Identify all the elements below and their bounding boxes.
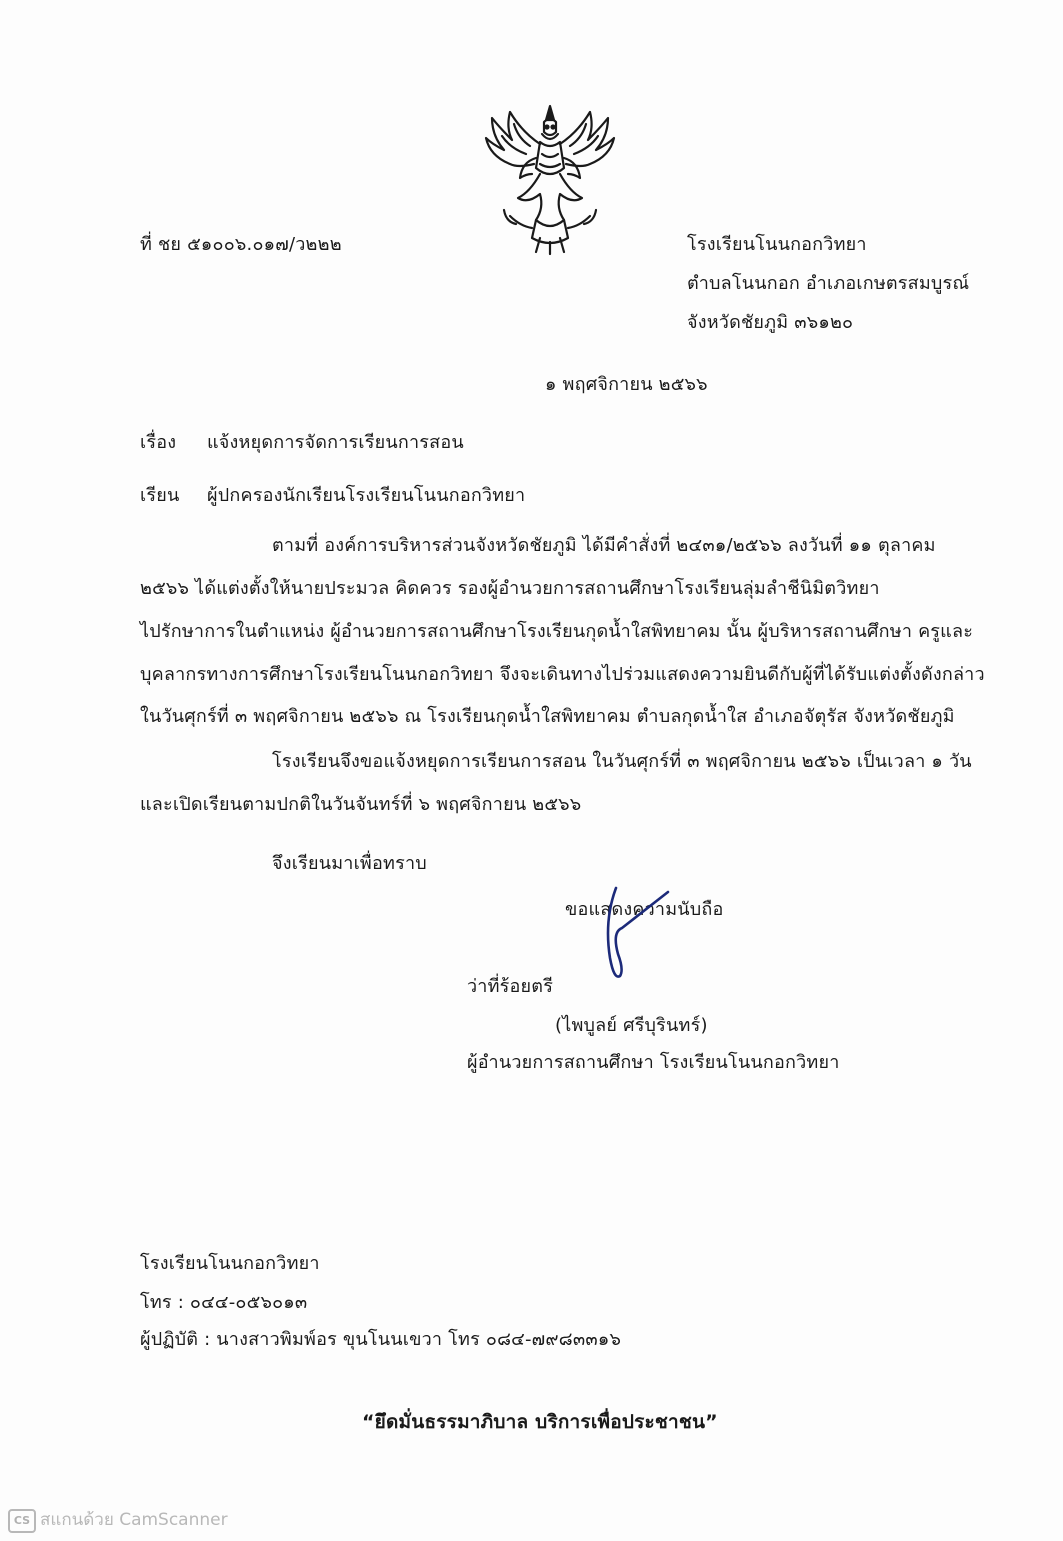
body-line: ในวันศุกร์ที่ ๓ พฤศจิกายน ๒๕๖๖ ณ โรงเรียนกุดน้ำใสพิทยาคม ตำบลกุดน้ำใส อำเภอจัตุรัส จังหวัดชัยภูมิ	[140, 706, 955, 727]
letter-date: ๑ พฤศจิกายน ๒๕๖๖	[545, 374, 708, 395]
signature-rank: ว่าที่ร้อยตรี	[467, 976, 554, 997]
recipient-value: ผู้ปกครองนักเรียนโรงเรียนโนนกอกวิทยา	[207, 485, 526, 506]
subject-value: แจ้งหยุดการจัดการเรียนการสอน	[207, 432, 464, 453]
body-line: และเปิดเรียนตามปกติในวันจันทร์ที่ ๖ พฤศจิกายน ๒๕๖๖	[140, 794, 582, 815]
address-line-2: ตำบลโนนกอก อำเภอเกษตรสมบูรณ์	[687, 273, 970, 294]
address-line-1: โรงเรียนโนนกอกวิทยา	[687, 234, 867, 255]
camscanner-watermark: สแกนด้วย CamScanner	[40, 1510, 228, 1530]
handwritten-signature-icon	[590, 880, 690, 990]
subject-label: เรื่อง	[140, 432, 177, 453]
camscanner-logo-icon: CS	[8, 1509, 36, 1533]
slogan: “ยึดมั่นธรรมาภิบาล บริการเพื่อประชาชน”	[362, 1411, 718, 1433]
garuda-emblem-icon	[470, 98, 630, 258]
footer-phone: โทร : ๐๔๔-๐๕๖๐๑๓	[140, 1292, 308, 1313]
recipient-label: เรียน	[140, 485, 180, 506]
signature-name: (ไพบูลย์ ศรีบุรินทร์)	[555, 1015, 708, 1036]
signature-position: ผู้อำนวยการสถานศึกษา โรงเรียนโนนกอกวิทยา	[467, 1052, 840, 1073]
body-line: ๒๕๖๖ ได้แต่งตั้งให้นายประมวล คิดควร รองผู้อำนวยการสถานศึกษาโรงเรียนลุ่มลำชีนิมิตวิทยา	[140, 578, 880, 599]
reference-number: ที่ ชย ๕๑๐๐๖.๐๑๗/ว๒๒๒	[140, 234, 342, 255]
footer-org: โรงเรียนโนนกอกวิทยา	[140, 1253, 320, 1274]
closing-request: จึงเรียนมาเพื่อทราบ	[272, 853, 427, 874]
body-line: บุคลากรทางการศึกษาโรงเรียนโนนกอกวิทยา จึงจะเดินทางไปร่วมแสดงความยินดีกับผู้ที่ได้รับแต่งตั้งดังกล่าว	[140, 664, 985, 685]
body-line: โรงเรียนจึงขอแจ้งหยุดการเรียนการสอน ในวันศุกร์ที่ ๓ พฤศจิกายน ๒๕๖๖ เป็นเวลา ๑ วัน	[272, 751, 972, 772]
address-line-3: จังหวัดชัยภูมิ ๓๖๑๒๐	[687, 312, 854, 333]
signature-closing: ขอแสดงความนับถือ	[565, 899, 724, 920]
body-line: ตามที่ องค์การบริหารส่วนจังหวัดชัยภูมิ ได้มีคำสั่งที่ ๒๔๓๑/๒๕๖๖ ลงวันที่ ๑๑ ตุลาคม	[272, 535, 936, 556]
footer-contact: ผู้ปฏิบัติ : นางสาวพิมพ์อร ขุนโนนเขวา โทร ๐๘๔-๗๙๘๓๓๑๖	[140, 1329, 622, 1350]
body-line: ไปรักษาการในตำแหน่ง ผู้อำนวยการสถานศึกษาโรงเรียนกุดน้ำใสพิทยาคม นั้น ผู้บริหารสถานศึกษา ครูและ	[140, 621, 974, 642]
